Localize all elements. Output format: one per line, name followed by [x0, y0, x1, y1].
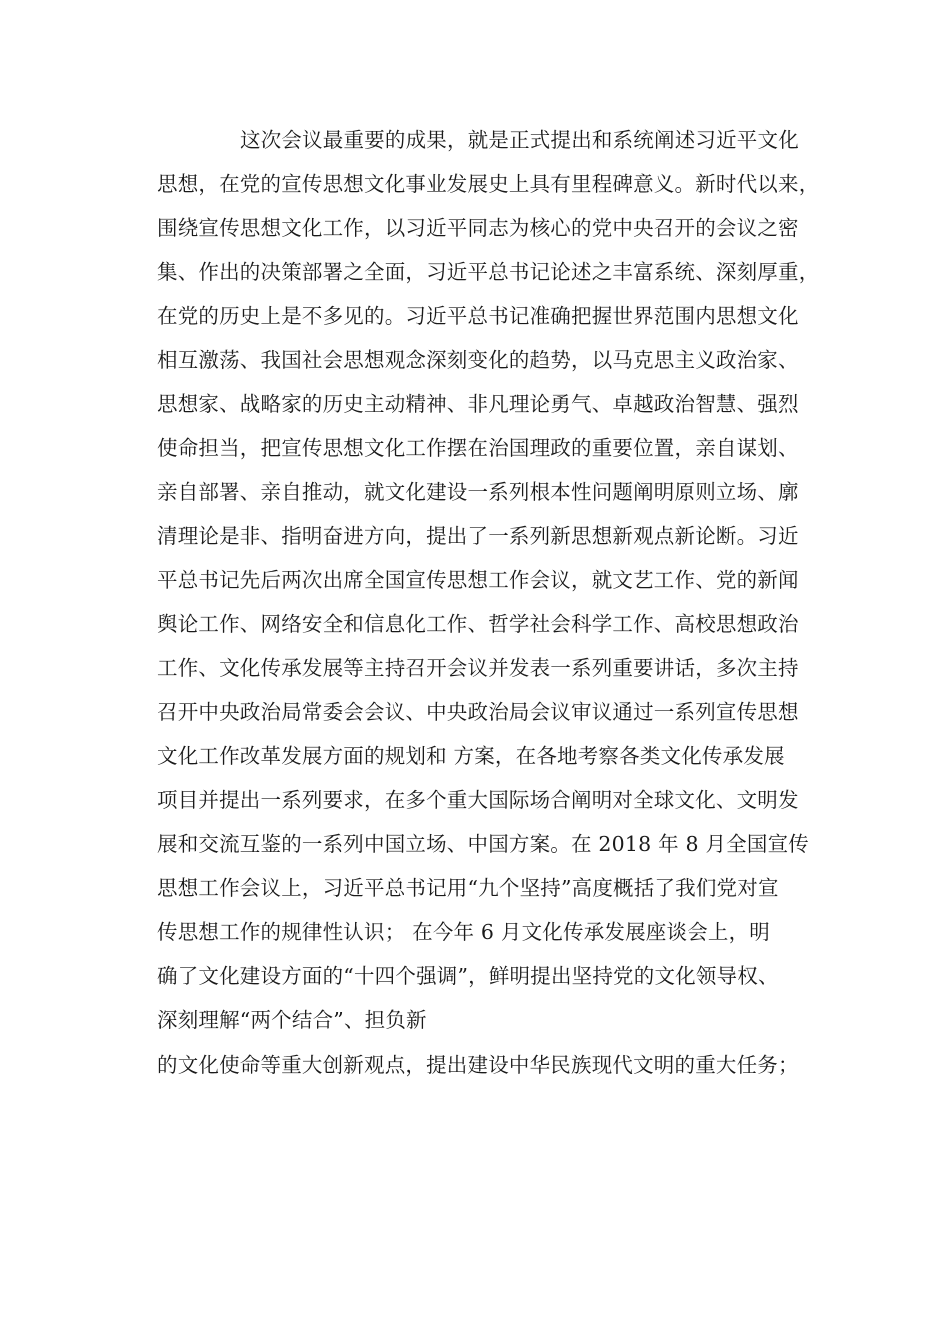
- paragraph-line: 传思想工作的规律性认识； 在今年 6 月文化传承发展座谈会上，明: [157, 920, 770, 944]
- paragraph-line: 思想，在党的宣传思想文化事业发展史上具有里程碑意义。新时代以来，: [157, 172, 820, 196]
- paragraph-line: 集、作出的决策部署之全面，习近平总书记论述之丰富系统、深刻厚重，: [157, 260, 820, 284]
- paragraph-line: 召开中央政治局常委会会议、中央政治局会议审议通过一系列宣传思想: [157, 700, 799, 724]
- paragraph-line: 这次会议最重要的成果，就是正式提出和系统阐述习近平文化: [240, 128, 799, 152]
- paragraph-line: 相互激荡、我国社会思想观念深刻变化的趋势，以马克思主义政治家、: [157, 348, 799, 372]
- paragraph-line: 舆论工作、网络安全和信息化工作、哲学社会科学工作、高校思想政治: [157, 612, 799, 636]
- paragraph-line: 的文化使命等重大创新观点，提出建设中华民族现代文明的重大任务；: [157, 1053, 799, 1077]
- paragraph-line: 确了文化建设方面的“十四个强调”，鲜明提出坚持党的文化领导权、: [157, 964, 779, 988]
- paragraph-line: 亲自部署、亲自推动，就文化建设一系列根本性问题阐明原则立场、廓: [157, 480, 799, 504]
- paragraph-line: 思想工作会议上，习近平总书记用“九个坚持”高度概括了我们党对宣: [157, 876, 779, 900]
- paragraph-line: 平总书记先后两次出席全国宣传思想工作会议，就文艺工作、党的新闻: [157, 568, 799, 592]
- paragraph-line: 思想家、战略家的历史主动精神、非凡理论勇气、卓越政治智慧、强烈: [157, 392, 799, 416]
- paragraph-line: 围绕宣传思想文化工作，以习近平同志为核心的党中央召开的会议之密: [157, 216, 799, 240]
- paragraph-line: 使命担当，把宣传思想文化工作摆在治国理政的重要位置，亲自谋划、: [157, 436, 799, 460]
- paragraph-line: 项目并提出一系列要求，在多个重大国际场合阐明对全球文化、文明发: [157, 788, 799, 812]
- paragraph-line: 文化工作改革发展方面的规划和 方案，在各地考察各类文化传承发展: [157, 744, 785, 768]
- paragraph-line: 在党的历史上是不多见的。习近平总书记准确把握世界范围内思想文化: [157, 304, 799, 328]
- paragraph-line: 工作、文化传承发展等主持召开会议并发表一系列重要讲话，多次主持: [157, 656, 799, 680]
- paragraph-line: 展和交流互鉴的一系列中国立场、中国方案。在 2018 年 8 月全国宣传: [157, 832, 809, 856]
- paragraph-line: 清理论是非、指明奋进方向，提出了一系列新思想新观点新论断。习近: [157, 524, 799, 548]
- paragraph-line: 深刻理解“两个结合”、担负新: [157, 1008, 427, 1032]
